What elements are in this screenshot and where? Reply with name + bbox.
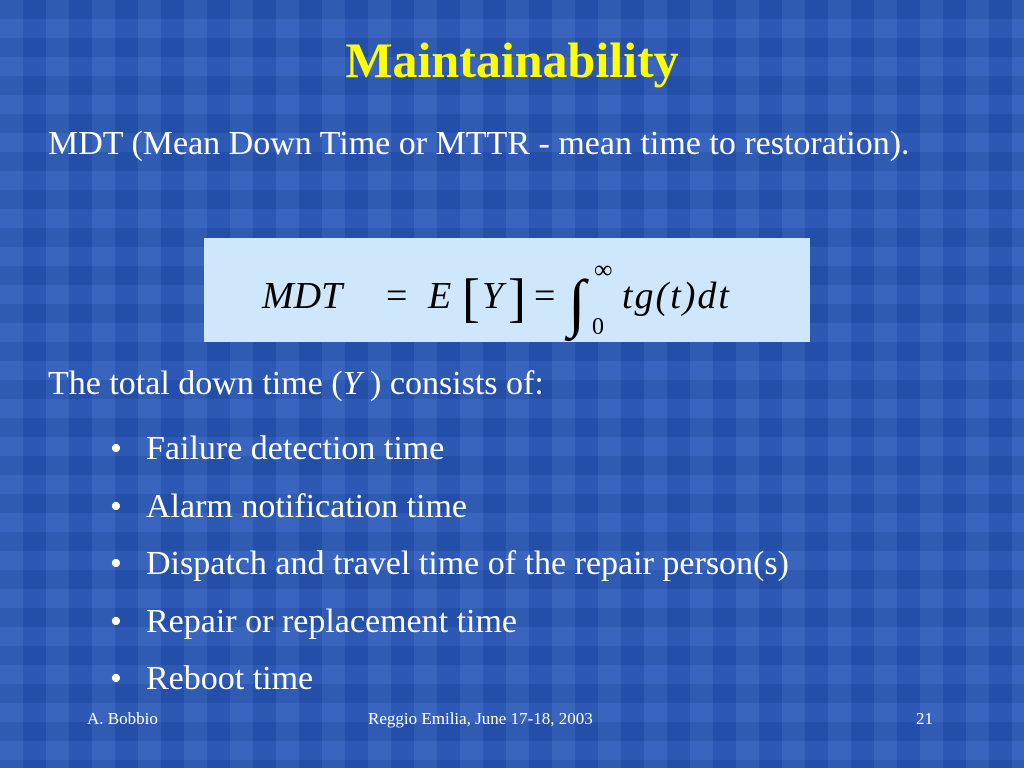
- formula-equals-2: =: [534, 275, 556, 317]
- formula-upper-limit: ∞: [594, 255, 613, 284]
- consists-line: [48, 360, 948, 408]
- bullet-icon: •: [110, 430, 122, 467]
- list-item-text: Dispatch and travel time of the repair person(s): [146, 545, 789, 582]
- formula-lhs: MDT: [262, 275, 343, 317]
- formula-expectation: E: [428, 275, 452, 317]
- list-item-text: Alarm notification time: [146, 487, 468, 525]
- bullet-icon: •: [110, 602, 122, 640]
- consists-variable: Y: [342, 365, 362, 402]
- footer-author: A. Bobbio: [87, 709, 158, 728]
- footer-page-number: 21: [916, 709, 933, 728]
- list-item-text: Reboot time: [146, 660, 314, 697]
- footer-event: Reggio Emilia, June 17-18, 2003: [368, 709, 593, 728]
- formula-bracket-left: [: [462, 268, 480, 328]
- list-item: [110, 420, 789, 478]
- bullet-list: [110, 420, 789, 708]
- formula-integrand: tg(t)dt: [622, 275, 731, 317]
- consists-suffix: ) consists of:: [361, 365, 544, 402]
- slide-title: Maintainability: [345, 32, 679, 88]
- list-item: [110, 535, 789, 593]
- consists-prefix: The total down time (: [48, 365, 343, 402]
- list-item: [110, 650, 789, 708]
- list-item: [110, 593, 789, 651]
- bullet-icon: •: [110, 660, 122, 697]
- formula-lower-limit: 0: [592, 314, 604, 340]
- formula-variable: Y: [482, 275, 504, 317]
- integral-sign: ∫: [568, 267, 586, 338]
- list-item-text: Failure detection time: [146, 430, 445, 467]
- formula-bracket-right: ]: [508, 268, 526, 328]
- list-item-text: Repair or replacement time: [146, 602, 517, 640]
- mdt-formula: [204, 238, 810, 342]
- list-item: [110, 478, 789, 536]
- bullet-icon: •: [110, 487, 122, 525]
- formula-equals-1: =: [386, 275, 408, 317]
- formula-box: [204, 238, 810, 342]
- intro-text: MDT (Mean Down Time or MTTR - mean time to restoration).: [48, 125, 910, 162]
- bullet-icon: •: [110, 545, 122, 582]
